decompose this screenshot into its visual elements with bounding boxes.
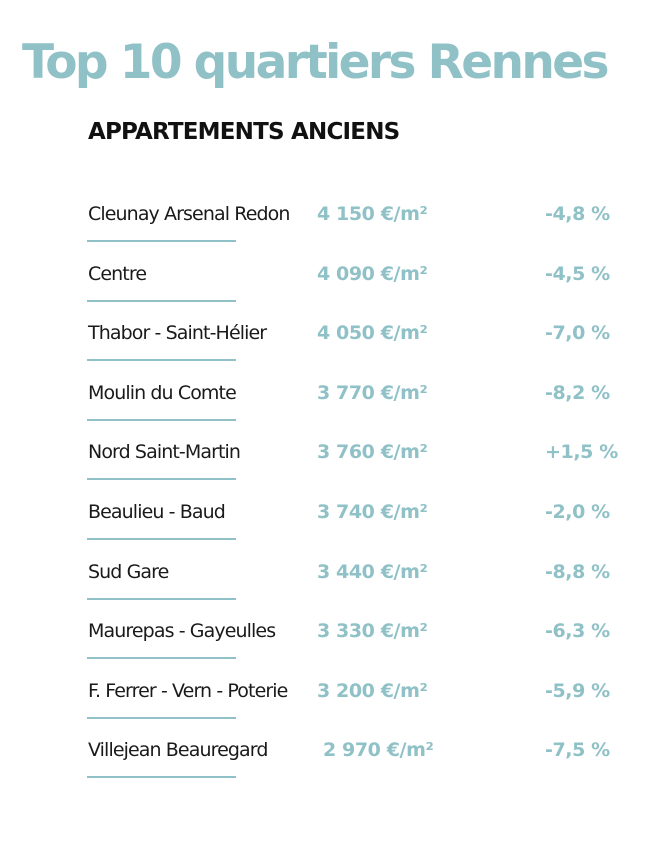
district-name: Sud Gare bbox=[88, 560, 169, 583]
district-name: Beaulieu - Baud bbox=[88, 500, 225, 523]
price-change: -2,0 % bbox=[545, 500, 610, 523]
list-item bbox=[0, 188, 649, 248]
row-divider bbox=[87, 598, 236, 600]
district-price-list bbox=[0, 188, 649, 784]
district-name: Moulin du Comte bbox=[88, 381, 236, 404]
list-item bbox=[0, 546, 649, 606]
price-change: -7,5 % bbox=[545, 739, 610, 762]
list-item bbox=[0, 367, 649, 427]
price-change: -4,8 % bbox=[545, 203, 610, 225]
price-change: -8,8 % bbox=[545, 560, 610, 583]
district-name: Centre bbox=[88, 262, 147, 285]
list-item bbox=[0, 605, 649, 665]
price-per-m2: 4 050 €/m² bbox=[317, 322, 428, 345]
district-name: Villejean Beauregard bbox=[88, 739, 268, 762]
price-per-m2: 3 440 €/m² bbox=[317, 560, 428, 583]
row-divider bbox=[87, 717, 236, 719]
list-item bbox=[0, 248, 649, 308]
row-divider bbox=[87, 538, 236, 540]
list-item bbox=[0, 665, 649, 725]
price-change: -4,5 % bbox=[545, 262, 610, 285]
price-per-m2: 2 970 €/m² bbox=[323, 739, 434, 762]
price-per-m2: 3 770 €/m² bbox=[317, 381, 428, 404]
row-divider bbox=[87, 478, 236, 480]
price-per-m2: 4 150 €/m² bbox=[317, 203, 428, 225]
price-change: +1,5 % bbox=[545, 441, 618, 464]
district-name: Thabor - Saint-Hélier bbox=[88, 322, 267, 345]
price-per-m2: 4 090 €/m² bbox=[317, 262, 428, 285]
district-name: Nord Saint-Martin bbox=[88, 441, 241, 464]
price-per-m2: 3 740 €/m² bbox=[317, 500, 428, 523]
price-change: -6,3 % bbox=[545, 620, 610, 643]
row-divider bbox=[87, 657, 236, 659]
list-item bbox=[0, 724, 649, 784]
price-per-m2: 3 330 €/m² bbox=[317, 620, 428, 643]
row-divider bbox=[87, 300, 236, 302]
row-divider bbox=[87, 359, 236, 361]
page-title: Top 10 quartiers Rennes bbox=[22, 35, 607, 90]
price-per-m2: 3 200 €/m² bbox=[317, 679, 428, 702]
district-name: F. Ferrer - Vern - Poterie bbox=[88, 679, 288, 702]
district-name: Cleunay Arsenal Redon bbox=[88, 203, 290, 225]
list-item bbox=[0, 307, 649, 367]
district-name: Maurepas - Gayeulles bbox=[88, 620, 276, 643]
list-item bbox=[0, 426, 649, 486]
row-divider bbox=[87, 776, 236, 778]
price-change: -7,0 % bbox=[545, 322, 610, 345]
row-divider bbox=[87, 419, 236, 421]
section-subtitle: APPARTEMENTS ANCIENS bbox=[88, 119, 400, 145]
price-change: -8,2 % bbox=[545, 381, 610, 404]
price-change: -5,9 % bbox=[545, 679, 610, 702]
list-item bbox=[0, 486, 649, 546]
price-per-m2: 3 760 €/m² bbox=[317, 441, 428, 464]
row-divider bbox=[87, 240, 236, 242]
